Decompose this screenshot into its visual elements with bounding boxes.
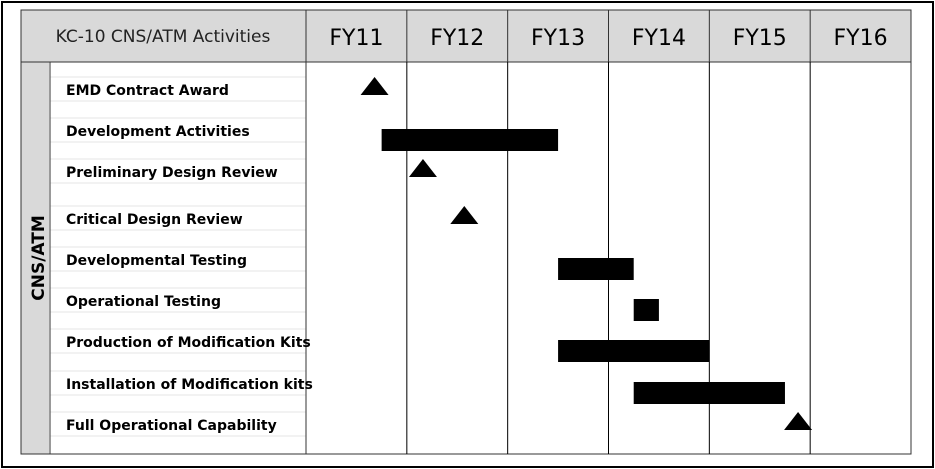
- period-label-fy15: FY15: [732, 26, 787, 51]
- period-label-fy13: FY13: [531, 26, 586, 51]
- period-label-fy12: FY12: [430, 26, 485, 51]
- task-bar: [382, 129, 558, 151]
- task-label: Operational Testing: [66, 294, 221, 310]
- chart-title: KC-10 CNS/ATM Activities: [55, 27, 271, 47]
- task-label: EMD Contract Award: [66, 83, 229, 99]
- period-label-fy14: FY14: [631, 26, 686, 51]
- task-label: Preliminary Design Review: [66, 165, 278, 181]
- period-label-fy11: FY11: [329, 26, 384, 51]
- period-label-fy16: FY16: [833, 26, 888, 51]
- task-bar: [558, 340, 709, 362]
- task-label: Developmental Testing: [66, 253, 248, 269]
- task-label: Installation of Modification kits: [66, 377, 313, 393]
- task-label: Critical Design Review: [66, 212, 243, 228]
- task-label: Production of Modification Kits: [66, 335, 311, 351]
- task-label: Full Operational Capability: [66, 418, 277, 434]
- outer-border: [2, 2, 933, 467]
- group-label: CNS/ATM: [29, 215, 49, 301]
- task-bar: [634, 299, 659, 321]
- task-bar: [634, 382, 785, 404]
- task-bar: [558, 258, 634, 280]
- task-label: Development Activities: [66, 124, 250, 140]
